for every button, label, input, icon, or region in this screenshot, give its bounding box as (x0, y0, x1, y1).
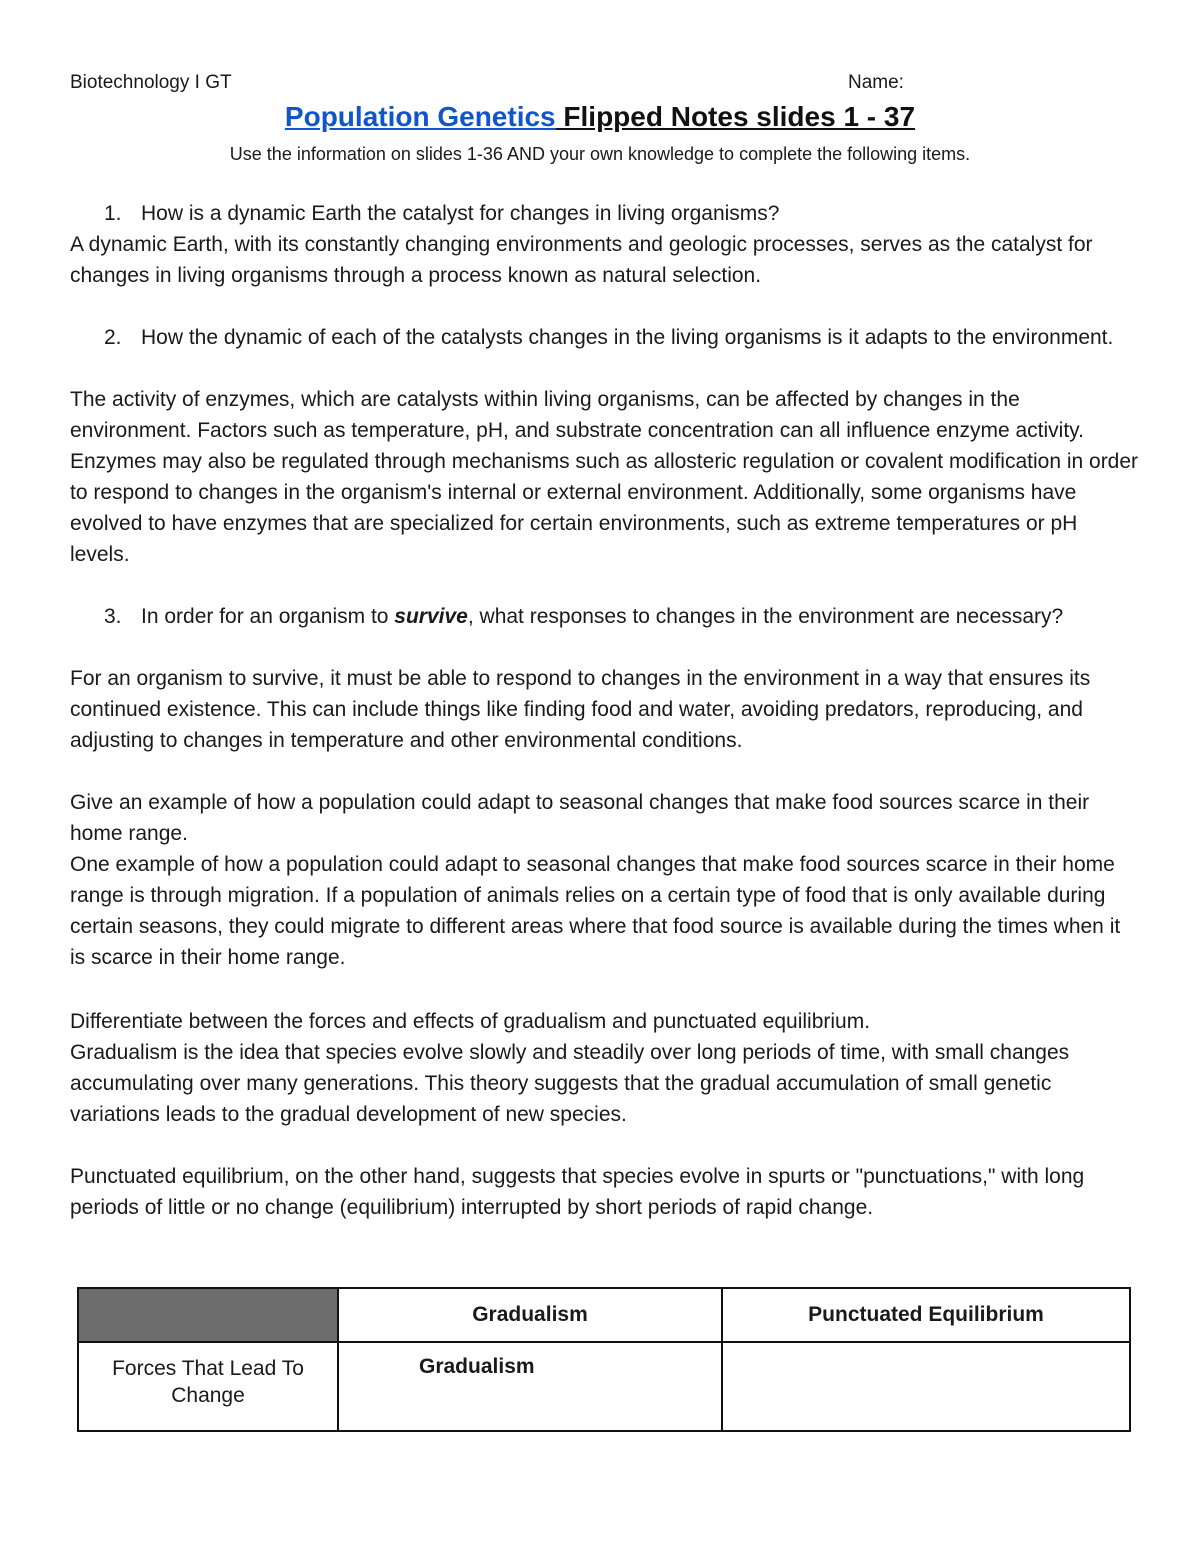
question-text: How the dynamic of each of the catalysts changes in the living organisms is it adapts to the environment. (141, 326, 1114, 349)
table-header-row (78, 1288, 1130, 1342)
differentiate-prompt: Differentiate between the forces and effects of gradualism and punctuated equilibrium. (70, 1010, 871, 1033)
question-text-after: , what responses to changes in the environment are necessary? (467, 605, 1064, 628)
table-cell-gradualism[interactable]: Gradualism (338, 1342, 722, 1431)
question-1 (70, 198, 1130, 229)
table-row-label: Forces That Lead To Change (78, 1342, 338, 1431)
gradualism-answer: Gradualism is the idea that species evolve slowly and steadily over long periods of time, with small changes accumulating over many generations. This theory suggests that the gradual accumulation of small genetic variations leads to the gradual development of new species. (70, 1041, 1070, 1126)
seasonal-prompt: Give an example of how a population could adapt to seasonal changes that make food sources scarce in their home range. (70, 791, 1090, 845)
seasonal-answer: One example of how a population could adapt to seasonal changes that make food sources scarce in their home range is through migration. If a population of animals relies on a certain type of food that is only available during certain seasons, they could migrate to different areas where that food source is available during the times when it is scarce in their home range. (70, 853, 1121, 969)
question-emphasis: survive (394, 605, 468, 628)
answer-1: A dynamic Earth, with its constantly changing environments and geologic processes, serves as the catalyst for changes in living organisms through a process known as natural selection. (70, 233, 1093, 287)
page-title (0, 101, 1200, 133)
table-cell-punctuated[interactable] (722, 1342, 1130, 1431)
comparison-table (77, 1287, 1131, 1432)
question-text-before: In order for an organism to (141, 605, 395, 628)
name-label: Name: (848, 72, 904, 93)
answer-3: For an organism to survive, it must be able to respond to changes in the environment in a way that ensures its continued existence. This can include things like finding food and water, avoiding predators, reproducing, and adjusting to changes in temperature and other environmental conditions. (70, 667, 1091, 752)
question-number: 2. (104, 326, 122, 349)
punctuated-answer: Punctuated equilibrium, on the other hand, suggests that species evolve in spurts or "punctuations," with long periods of little or no change (equilibrium) interrupted by short periods of rapid change. (70, 1165, 1085, 1219)
table-header-gradualism: Gradualism (338, 1288, 722, 1342)
table-header-punctuated: Punctuated Equilibrium (722, 1288, 1130, 1342)
table-row (78, 1342, 1130, 1431)
question-text (141, 601, 1130, 632)
question-number: 1. (104, 202, 122, 225)
instructions: Use the information on slides 1-36 AND your own knowledge to complete the following items. (229, 144, 971, 164)
answer-2: The activity of enzymes, which are catalysts within living organisms, can be affected by changes in the environment. Factors such as temperature, pH, and substrate concentration can all influence enzyme activity. Enzymes may also be regulated through mechanisms such as allosteric regulation or covalent modification in order to respond to changes in the organism's internal or external environment. Additionally, some organisms have evolved to have enzymes that are specialized for certain environments, such as extreme temperatures or pH levels. (70, 388, 1139, 566)
title-link[interactable]: Population Genetics (284, 101, 556, 132)
question-3 (70, 601, 1130, 632)
course-label: Biotechnology I GT (70, 72, 232, 93)
question-number: 3. (104, 605, 122, 628)
title-rest: Flipped Notes slides 1 - 37 (555, 101, 916, 132)
question-text: How is a dynamic Earth the catalyst for changes in living organisms? (141, 202, 780, 225)
question-2 (70, 322, 1130, 353)
table-header-blank (78, 1288, 338, 1342)
